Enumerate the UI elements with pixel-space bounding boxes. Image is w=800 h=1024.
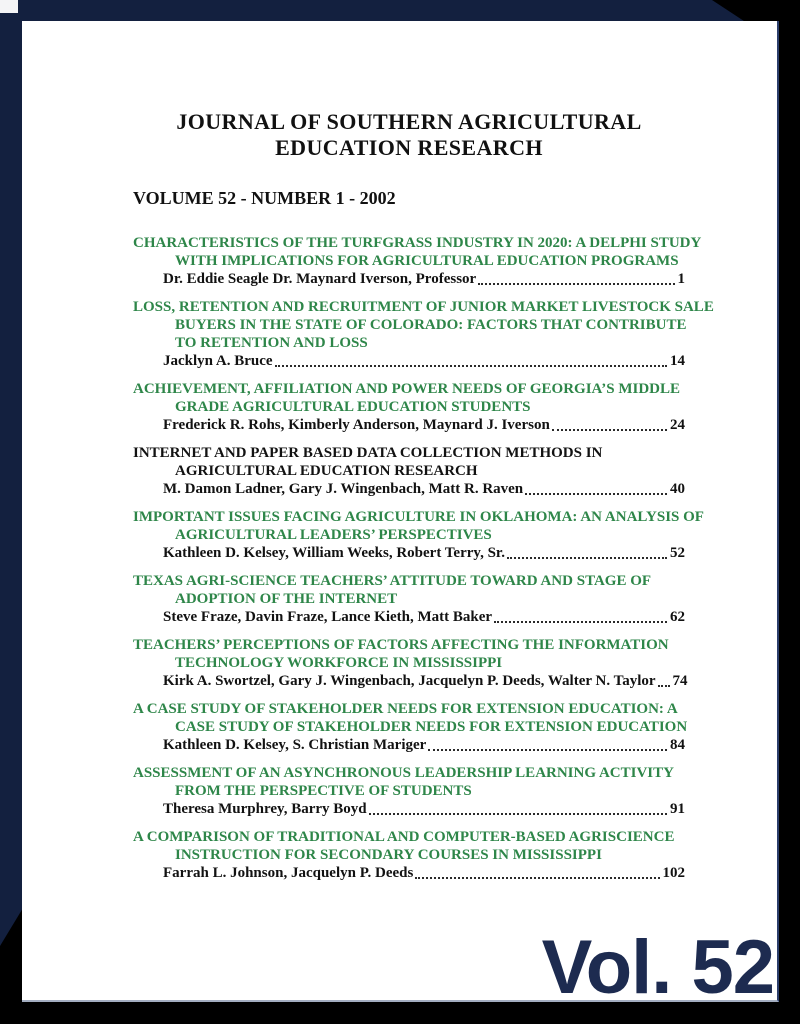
author-row <box>163 270 685 288</box>
article-title-line: ADOPTION OF THE INTERNET <box>175 591 398 607</box>
article-title-line: ASSESSMENT OF AN ASYNCHRONOUS LEADERSHIP LEARNING ACTIVITY <box>133 765 674 781</box>
toc-page <box>22 21 779 1010</box>
journal-title-line1: JOURNAL OF SOUTHERN AGRICULTURAL <box>176 109 642 134</box>
article-page-number: 84 <box>670 737 685 753</box>
article-title-line: LOSS, RETENTION AND RECRUITMENT OF JUNIOR MARKET LIVESTOCK SALE <box>133 299 714 315</box>
toc-entry <box>133 828 685 882</box>
dotted-leader <box>478 283 674 285</box>
article-title <box>133 234 702 270</box>
dotted-leader <box>507 557 667 559</box>
dotted-leader <box>658 685 670 687</box>
article-title-line: AGRICULTURAL LEADERS’ PERSPECTIVES <box>175 527 492 543</box>
article-title <box>133 636 685 672</box>
article-page-number: 62 <box>670 609 685 625</box>
volume-heading: VOLUME 52 - NUMBER 1 - 2002 <box>133 188 396 208</box>
author-row <box>163 672 688 690</box>
article-authors: Kathleen D. Kelsey, S. Christian Mariger <box>163 737 427 753</box>
article-authors: Theresa Murphrey, Barry Boyd <box>163 801 367 817</box>
article-authors: Kirk A. Swortzel, Gary J. Wingenbach, Jacquelyn P. Deeds, Walter N. Taylor <box>163 673 656 689</box>
toc-entry <box>133 764 685 818</box>
article-title-line: AGRICULTURAL EDUCATION RESEARCH <box>175 463 478 479</box>
dotted-leader <box>428 749 667 751</box>
author-row <box>163 864 685 882</box>
article-authors: Jacklyn A. Bruce <box>163 353 273 369</box>
journal-title <box>133 109 685 161</box>
toc-entry <box>133 380 685 434</box>
toc-entry <box>133 508 704 562</box>
article-title-line: A CASE STUDY OF STAKEHOLDER NEEDS FOR EXTENSION EDUCATION: A <box>133 701 678 717</box>
article-title <box>133 764 685 800</box>
dotted-leader <box>415 877 659 879</box>
article-title-line: FROM THE PERSPECTIVE OF STUDENTS <box>175 783 472 799</box>
journal-title-line2: EDUCATION RESEARCH <box>275 135 543 160</box>
toc-entry <box>133 572 685 626</box>
article-authors: Frederick R. Rohs, Kimberly Anderson, Maynard J. Iverson <box>163 417 550 433</box>
toc-list <box>133 234 714 882</box>
article-title-line: INSTRUCTION FOR SECONDARY COURSES IN MISSISSIPPI <box>175 847 602 863</box>
article-title <box>133 444 685 480</box>
toc-entry <box>133 234 702 288</box>
article-title-line: ACHIEVEMENT, AFFILIATION AND POWER NEEDS OF GEORGIA’S MIDDLE <box>133 381 681 397</box>
article-title-line: TO RETENTION AND LOSS <box>175 335 368 351</box>
article-title-line: IMPORTANT ISSUES FACING AGRICULTURE IN OKLAHOMA: AN ANALYSIS OF <box>133 509 704 525</box>
volume-badge: Vol. 52 <box>541 925 774 1010</box>
article-title <box>133 380 685 416</box>
article-title-line: GRADE AGRICULTURAL EDUCATION STUDENTS <box>175 399 531 415</box>
author-row <box>163 800 685 818</box>
author-row <box>163 544 685 562</box>
article-page-number: 52 <box>670 545 685 561</box>
dotted-leader <box>275 365 667 367</box>
article-title-line: A COMPARISON OF TRADITIONAL AND COMPUTER-BASED AGRISCIENCE <box>133 829 675 845</box>
article-authors: Kathleen D. Kelsey, William Weeks, Robert Terry, Sr. <box>163 545 505 561</box>
author-row <box>163 608 685 626</box>
dotted-leader <box>525 493 667 495</box>
article-title <box>133 700 688 736</box>
article-title-line: TEXAS AGRI-SCIENCE TEACHERS’ ATTITUDE TOWARD AND STAGE OF <box>133 573 652 589</box>
author-row <box>163 736 685 754</box>
author-row <box>163 416 685 434</box>
article-title-line: CHARACTERISTICS OF THE TURFGRASS INDUSTRY IN 2020: A DELPHI STUDY <box>133 235 702 251</box>
article-authors: Steve Fraze, Davin Fraze, Lance Kieth, Matt Baker <box>163 609 493 625</box>
dotted-leader <box>552 429 667 431</box>
article-title <box>133 572 685 608</box>
article-page-number: 91 <box>670 801 685 817</box>
article-title <box>133 298 714 352</box>
article-authors: Dr. Eddie Seagle Dr. Maynard Iverson, Professor <box>163 271 477 287</box>
article-title-line: BUYERS IN THE STATE OF COLORADO: FACTORS THAT CONTRIBUTE <box>175 317 687 333</box>
article-title-line: CASE STUDY OF STAKEHOLDER NEEDS FOR EXTENSION EDUCATION <box>175 719 688 735</box>
article-authors: Farrah L. Johnson, Jacquelyn P. Deeds <box>163 865 414 881</box>
article-title <box>133 508 704 544</box>
article-page-number: 1 <box>677 271 685 287</box>
toc-entry <box>133 298 714 370</box>
toc-entry <box>133 700 688 754</box>
article-authors: M. Damon Ladner, Gary J. Wingenbach, Matt R. Raven <box>163 481 524 497</box>
corner-notch <box>0 0 18 13</box>
article-page-number: 24 <box>670 417 685 433</box>
article-title-line: WITH IMPLICATIONS FOR AGRICULTURAL EDUCATION PROGRAMS <box>175 253 679 269</box>
author-row <box>163 352 685 370</box>
article-page-number: 40 <box>670 481 685 497</box>
dotted-leader <box>494 621 667 623</box>
article-title <box>133 828 685 864</box>
dotted-leader <box>369 813 667 815</box>
article-page-number: 74 <box>672 673 688 689</box>
article-page-number: 14 <box>670 353 685 369</box>
author-row <box>163 480 685 498</box>
toc-entry <box>133 636 688 690</box>
article-title-line: INTERNET AND PAPER BASED DATA COLLECTION METHODS IN <box>133 445 603 461</box>
toc-entry <box>133 444 685 498</box>
article-page-number: 102 <box>662 865 685 881</box>
article-title-line: TECHNOLOGY WORKFORCE IN MISSISSIPPI <box>175 655 503 671</box>
article-title-line: TEACHERS’ PERCEPTIONS OF FACTORS AFFECTING THE INFORMATION <box>133 637 669 653</box>
